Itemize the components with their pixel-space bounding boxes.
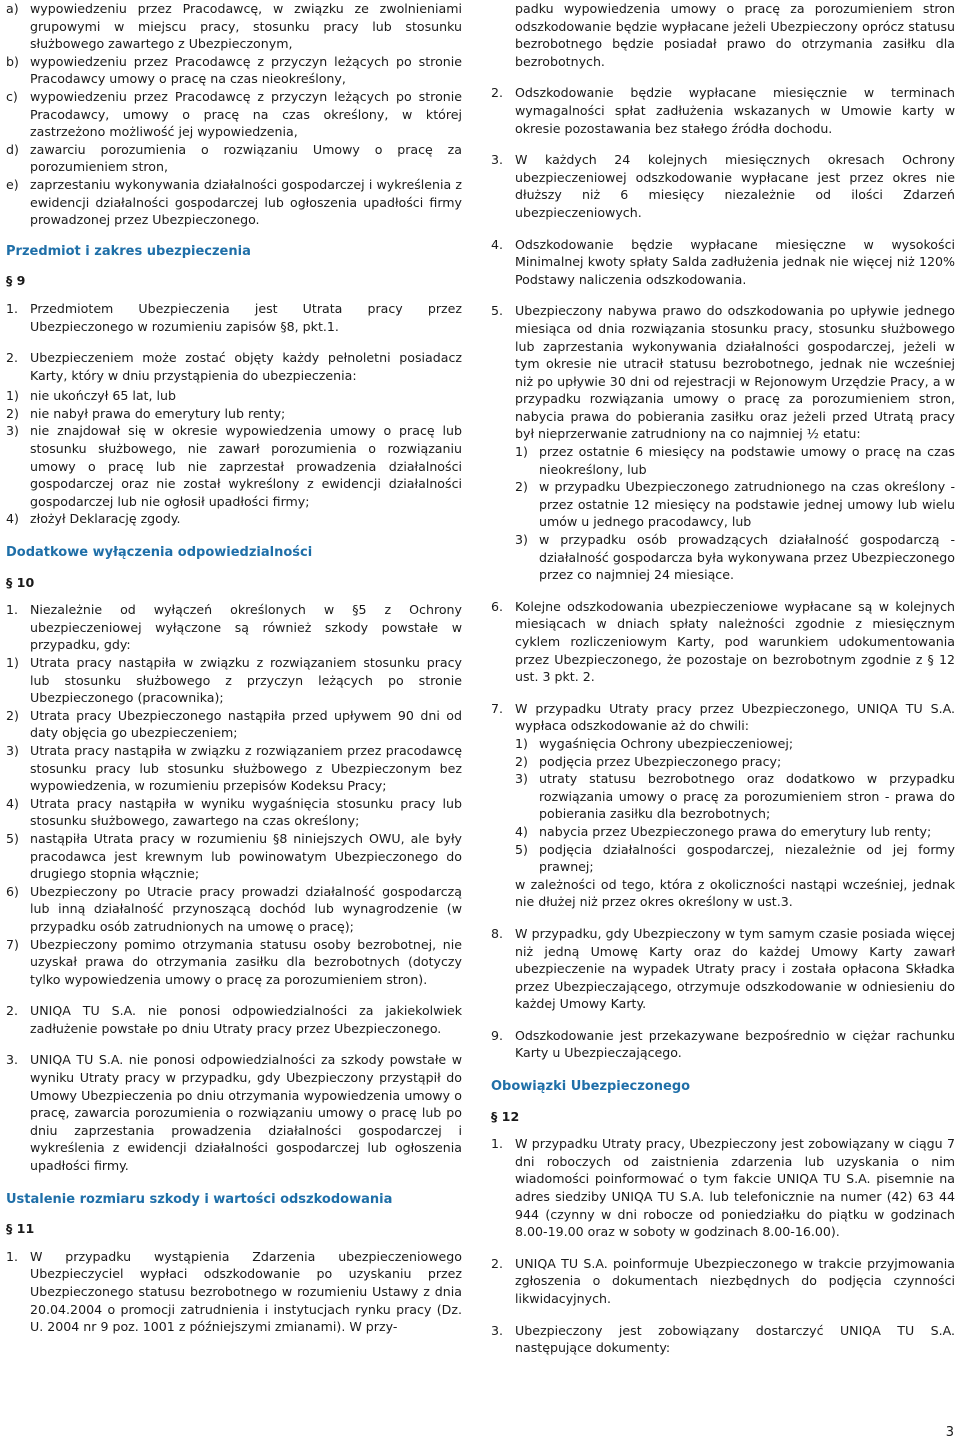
s11-p7-list-item: 2) podjęcia przez Ubezpieczonego pracy; [515, 753, 782, 769]
s9-point-2-list [6, 387, 462, 528]
s10-list-item: 3) Utrata pracy nastąpiła w związku z rozwiązaniem przez pracodawcę stosunku pracy lub stosunku służbowego z Ubezpieczonym bez wypowiedzenia, w rozumieniu przepisów Kodeksu Pracy; [6, 742, 462, 794]
s11-point-2: 2. Odszkodowanie będzie wypłacane miesięcznie w terminach wymagalności spłat zadłużenia wskazanych w Umowie karty w okresie pozostawania bez stałego źródła dochodu. [491, 85, 955, 136]
s11-point-5: 5. Ubezpieczony nabywa prawo do odszkodowania po upływie jednego miesiąca od dnia rozwiązania stosunku pracy, stosunku służbowego lub zaprzestania wykonywania działalności gospodarczej, jeżeli w tym okresie nie utracił statusu bezrobotnego, jednak nie wcześniej niż po upływie 30 dni od rejestracji w Rejonowym Urzędzie Pracy, a w przypadku rozwiązania umowy o pracę za porozumieniem stron, nabycia prawa do pobierania zasiłku oraz jeżeli przed Utratą pracy był nieprzerwanie zatrudniony na co najmniej ½ etatu: [491, 303, 955, 442]
intro-list-item: c) wypowiedzeniu przez Pracodawcę z przyczyn leżących po stronie Pracodawcy, umowy o pracę na czas określony, w której zastrzeżono możliwość jej wypowiedzenia, [6, 88, 462, 140]
intro-list-item: d) zawarciu porozumienia o rozwiązaniu Umowy o pracę za porozumieniem stron, [6, 141, 462, 175]
s10-list-item: 5) nastąpiła Utrata pracy w rozumieniu §8 niniejszych OWU, ale były pracodawca jest krewnym lub powinowatym Ubezpieczonego do drugiego stopnia włącznie; [6, 830, 462, 882]
s9-list-item: 3) nie znajdował się w okresie wypowiedzenia umowy o pracę lub stosunku służbowego, nie zawarł porozumienia o rozwiązaniu umowy o pracę lub nie zaprzestał prowadzenia działalności gospodarczej oraz nie został wykreślony z ewidencji działalności gospodarczej lub nie ogłosił upadłości firmy; [6, 423, 462, 509]
s11-point-7: 7. W przypadku Utraty pracy przez Ubezpieczonego, UNIQA TU S.A. wypłaca odszkodowanie aż do chwili: [491, 700, 955, 734]
heading-przedmiot: Przedmiot i zakres ubezpieczenia [6, 243, 251, 259]
s11-point-8: 8. W przypadku, gdy Ubezpieczony w tym samym czasie posiada więcej niż jedną Umowę Karty oraz do każdej Umowy Karty zawarł ubezpieczenie na wypadek Utraty pracy i została opłacona Składka przez Ubezpieczającego, otrzymuje odszkodowanie w odniesieniu do każdej Umowy Karty. [491, 925, 955, 1012]
s11-point-1-continued: padku wypowiedzenia umowy o pracę za porozumieniem stron odszkodowanie będzie wypłacane jeżeli Ubezpieczony oprócz statusu bezrobotnego będzie posiadał prawo do otrzymania zasiłku dla bezrobotnych. [515, 1, 955, 69]
s9-list-item: 1) nie ukończył 65 lat, lub [6, 388, 176, 404]
s11-p7-list-item: 3) utraty statusu bezrobotnego oraz dodatkowo w przypadku rozwiązania umowy o pracę za porozumieniem stron - prawa do pobierania zasiłku dla bezrobotnych; [515, 771, 955, 822]
s12-point-3: 3. Ubezpieczony jest zobowiązany dostarczyć UNIQA TU S.A. następujące dokumenty: [491, 1322, 955, 1356]
s9-list-item: 2) nie nabył prawa do emerytury lub renty; [6, 405, 286, 421]
s11-point-4: 4. Odszkodowanie będzie wypłacane miesięczne w wysokości Minimalnej kwoty spłaty Salda zadłużenia jednak nie więcej niż 120% Podstawy naliczenia odszkodowania. [491, 236, 955, 287]
s10-point-1: 1. Niezależnie od wyłączeń określonych w §5 z Ochrony ubezpieczeniowej wyłączone są również szkody powstałe w przypadku, gdy: [6, 602, 462, 653]
s12-point-2: 2. UNIQA TU S.A. poinformuje Ubezpieczonego w trakcie przyjmowania zgłoszenia o dokumentach niezbędnych do podjęcia czynności likwidacyjnych. [491, 1255, 955, 1306]
s10-list-item: 6) Ubezpieczony po Utracie pracy prowadzi działalność gospodarczą lub inną działalność przynoszącą dochód lub wynagrodzenie (w przypadku osób zatrudnionych na umowę o pracę); [6, 883, 462, 934]
right-column [491, 0, 955, 1357]
section-9-number: § 9 [6, 273, 26, 289]
s11-point-9: 9. Odszkodowanie jest przekazywane bezpośrednio w ciężar rachunku Karty u Ubezpieczającego. [491, 1027, 955, 1061]
intro-list-item: a) wypowiedzeniu przez Pracodawcę, w związku ze zwolnieniami grupowymi w miejscu pracy, stosunku pracy lub stosunku służbowego zawartego z Ubezpieczonym, [6, 1, 462, 52]
s12-point-1: 1. W przypadku Utraty pracy, Ubezpieczony jest zobowiązany w ciągu 7 dni roboczych od zaistnienia zdarzenia lub uzyskania o nim wiadomości poinformować o tym fakcie UNIQA TU S.A. pisemnie na adres siedziby UNIQA TU S.A. lub telefonicznie na numer (42) 63 44 944 (czynny w dni robocze od poniedziałku do piątku w godzinach 8.00-19.00 oraz w soboty w godzinach 8.00-16.00). [491, 1136, 955, 1240]
heading-ustalenie: Ustalenie rozmiaru szkody i wartości odszkodowania [6, 1191, 393, 1207]
s9-point-1: 1. Przedmiotem Ubezpieczenia jest Utrata pracy przez Ubezpieczonego w rozumieniu zapisów §8, pkt.1. [6, 300, 462, 334]
intro-list [6, 0, 462, 229]
s10-list-item: 7) Ubezpieczony pomimo otrzymania statusu osoby bezrobotnej, nie uzyskał prawa do otrzymania zasiłku dla bezrobotnych (dotyczy tylko wypowiedzenia umowy o pracę za porozumieniem stron). [6, 936, 462, 987]
section-12-number: § 12 [491, 1108, 520, 1124]
s11-point-7-list [491, 735, 955, 876]
left-column [6, 0, 462, 1336]
s11-p7-list-item: 4) nabycia przez Ubezpieczonego prawa do emerytury lub renty; [515, 823, 932, 839]
s11-point-3: 3. W każdych 24 kolejnych miesięcznych okresach Ochrony ubezpieczeniowej odszkodowanie wypłacane jest przez okres nie dłuższy niż 6 miesięcy niezależnie od ilości Zdarzeń ubezpieczeniowych. [491, 152, 955, 220]
s11-point-6: 6. Kolejne odszkodowania ubezpieczeniowe wypłacane są w kolejnych miesiącach w dniach spłaty należności zgodnie z miesięcznym cyklem rozliczeniowym Karty, pod warunkiem udokumentowania przez Ubezpieczonego, że pozostaje on bezrobotnym zgodnie z § 12 ust. 3 pkt. 2. [491, 598, 955, 685]
s11-p5-list-item: 1) przez ostatnie 6 miesięcy na podstawie umowy o pracę na czas nieokreślony, lub [515, 444, 955, 477]
s11-p5-list-item: 3) w przypadku osób prowadzących działalność gospodarczą - działalność gospodarcza była wykonywana przez Ubezpieczonego przez co najmniej 24 miesiące. [515, 532, 955, 583]
section-11-number: § 11 [6, 1221, 35, 1237]
section-10-number: § 10 [6, 574, 35, 590]
s10-list-item: 1) Utrata pracy nastąpiła w związku z rozwiązaniem stosunku pracy lub stosunku służbowego z przyczyn leżących po stronie Ubezpieczonego (pracownika); [6, 655, 462, 706]
s10-point-2: 2. UNIQA TU S.A. nie ponosi odpowiedzialności za jakiekolwiek zadłużenie powstałe po dniu Utraty pracy przez Ubezpieczonego. [6, 1003, 462, 1036]
s11-p7-list-item: 5) podjęcia działalności gospodarczej, niezależnie od jej formy prawnej; [515, 841, 955, 875]
s9-list-item: 4) złożył Deklarację zgody. [6, 511, 181, 527]
s11-p5-list-item: 2) w przypadku Ubezpieczonego zatrudnionego na czas określony - przez ostatnie 12 miesięcy na podstawie jednej umowy lub wielu umów u jednego pracodawcy, lub [515, 479, 955, 530]
s10-point-1-list [6, 654, 462, 988]
intro-list-item: b) wypowiedzeniu przez Pracodawcę z przyczyn leżących po stronie Pracodawcy umowy o pracę na czas nieokreślony, [6, 53, 462, 87]
s9-point-2: 2. Ubezpieczeniem może zostać objęty każdy pełnoletni posiadacz Karty, który w dniu przystąpienia do ubezpieczenia: [6, 350, 462, 383]
s10-point-3: 3. UNIQA TU S.A. nie ponosi odpowiedzialności za szkody powstałe w wyniku Utraty pracy w przypadku, gdy Ubezpieczony przystąpił do Umowy Ubezpieczenia po dniu otrzymania wypowiedzenia umowy o pracę, zawarcia porozumienia o rozwiązaniu umowy o pracę lub po dniu zaprzestania prowadzenia działalności gospodarczej i wykreślenia z ewidencji działalności gospodarczej lub ogłoszenia upadłości firmy. [6, 1052, 462, 1174]
heading-obowiazki: Obowiązki Ubezpieczonego [491, 1079, 691, 1095]
intro-list-item: e) zaprzestaniu wykonywania działalności gospodarczej i wykreślenia z ewidencji działalności gospodarczej lub ogłoszenia upadłości firmy prowadzonej przez Ubezpieczonego. [6, 176, 462, 228]
page-number: 3 [945, 1425, 954, 1440]
s10-list-item: 2) Utrata pracy Ubezpieczonego nastąpiła przed upływem 90 dni od daty objęcia go ubezpieczeniem; [6, 707, 462, 741]
s11-point-5-list [491, 443, 955, 584]
heading-dodatkowe: Dodatkowe wyłączenia odpowiedzialności [6, 545, 313, 561]
s10-list-item: 4) Utrata pracy nastąpiła w wyniku wygaśnięcia stosunku pracy lub stosunku służbowego, zawartego na czas określony; [6, 795, 462, 829]
s11-point-1: 1. W przypadku wystąpienia Zdarzenia ubezpieczeniowego Ubezpieczyciel wypłaci odszkodowanie po uzyskaniu przez Ubezpieczonego statusu bezrobotnego w rozumieniu Ustawy z dnia 20.04.2004 o promocji zatrudnienia i instytucjach rynku pracy (Dz. U. 2004 nr 9 poz. 1001 z późniejszymi zmianami). W przy- [6, 1248, 462, 1335]
s11-point-7-after: w zależności od tego, która z okoliczności nastąpi wcześniej, jednak nie dłużej niż przez okres określony w ust.3. [515, 876, 955, 910]
s11-p7-list-item: 1) wygaśnięcia Ochrony ubezpieczeniowej; [515, 735, 794, 751]
